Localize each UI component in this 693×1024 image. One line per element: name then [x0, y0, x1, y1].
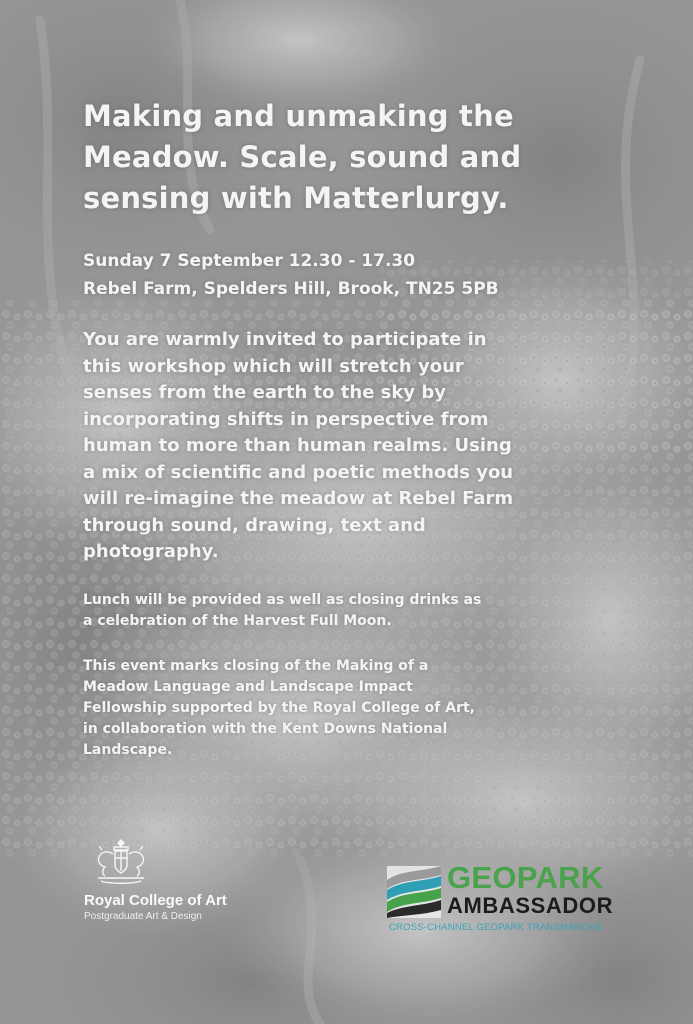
- closing-paragraph: [83, 656, 623, 761]
- crest-icon: [86, 836, 156, 886]
- paragraph-line: will re-imagine the meadow at Rebel Farm: [83, 488, 514, 509]
- rca-logo: [84, 836, 264, 923]
- event-details: [83, 247, 623, 303]
- rca-name: Royal College of Art: [84, 892, 227, 909]
- paragraph-line: photography.: [83, 541, 219, 562]
- lunch-paragraph: [83, 590, 623, 632]
- paragraph-line: this workshop which will stretch your: [83, 355, 464, 377]
- rca-subtitle: Postgraduate Art & Design: [84, 911, 202, 922]
- title-line: Making and unmaking the: [83, 99, 514, 133]
- poster-content: [83, 96, 623, 761]
- event-location: Rebel Farm, Spelders Hill, Brook, TN25 5PB: [83, 279, 499, 299]
- paragraph-line: You are warmly invited to participate in: [83, 329, 487, 350]
- geopark-stripes-icon: [387, 866, 441, 918]
- paragraph-line: senses from the earth to the sky by: [83, 382, 446, 403]
- paragraph-line: Lunch will be provided as well as closing drinks as: [83, 591, 482, 608]
- paragraph-line: Meadow Language and Landscape Impact: [83, 678, 413, 695]
- paragraph-line: incorporating shifts in perspective from: [83, 408, 489, 430]
- paragraph-line: Landscape.: [83, 741, 173, 758]
- geopark-role: AMBASSADOR: [447, 893, 614, 918]
- geopark-name: GEOPARK: [447, 860, 604, 895]
- paragraph-line: This event marks closing of the Making of a: [83, 657, 429, 674]
- paragraph-line: in collaboration with the Kent Downs National: [83, 720, 448, 737]
- event-date-time: Sunday 7 September 12.30 - 17.30: [83, 251, 416, 271]
- title-line: Meadow. Scale, sound and: [83, 140, 522, 174]
- paragraph-line: through sound, drawing, text and: [83, 514, 426, 536]
- paragraph-line: human to more than human realms. Using: [83, 435, 512, 456]
- invitation-paragraph: [83, 327, 623, 566]
- geopark-logo: [387, 862, 627, 942]
- paragraph-line: a mix of scientific and poetic methods you: [83, 461, 514, 483]
- title-line: sensing with Matterlurgy.: [83, 181, 509, 215]
- paragraph-line: a celebration of the Harvest Full Moon.: [83, 612, 392, 629]
- paragraph-line: Fellowship supported by the Royal College of Art,: [83, 699, 475, 716]
- geopark-tagline: CROSS-CHANNEL GEOPARK TRANSMANCHE: [389, 922, 603, 933]
- event-title: [83, 96, 623, 219]
